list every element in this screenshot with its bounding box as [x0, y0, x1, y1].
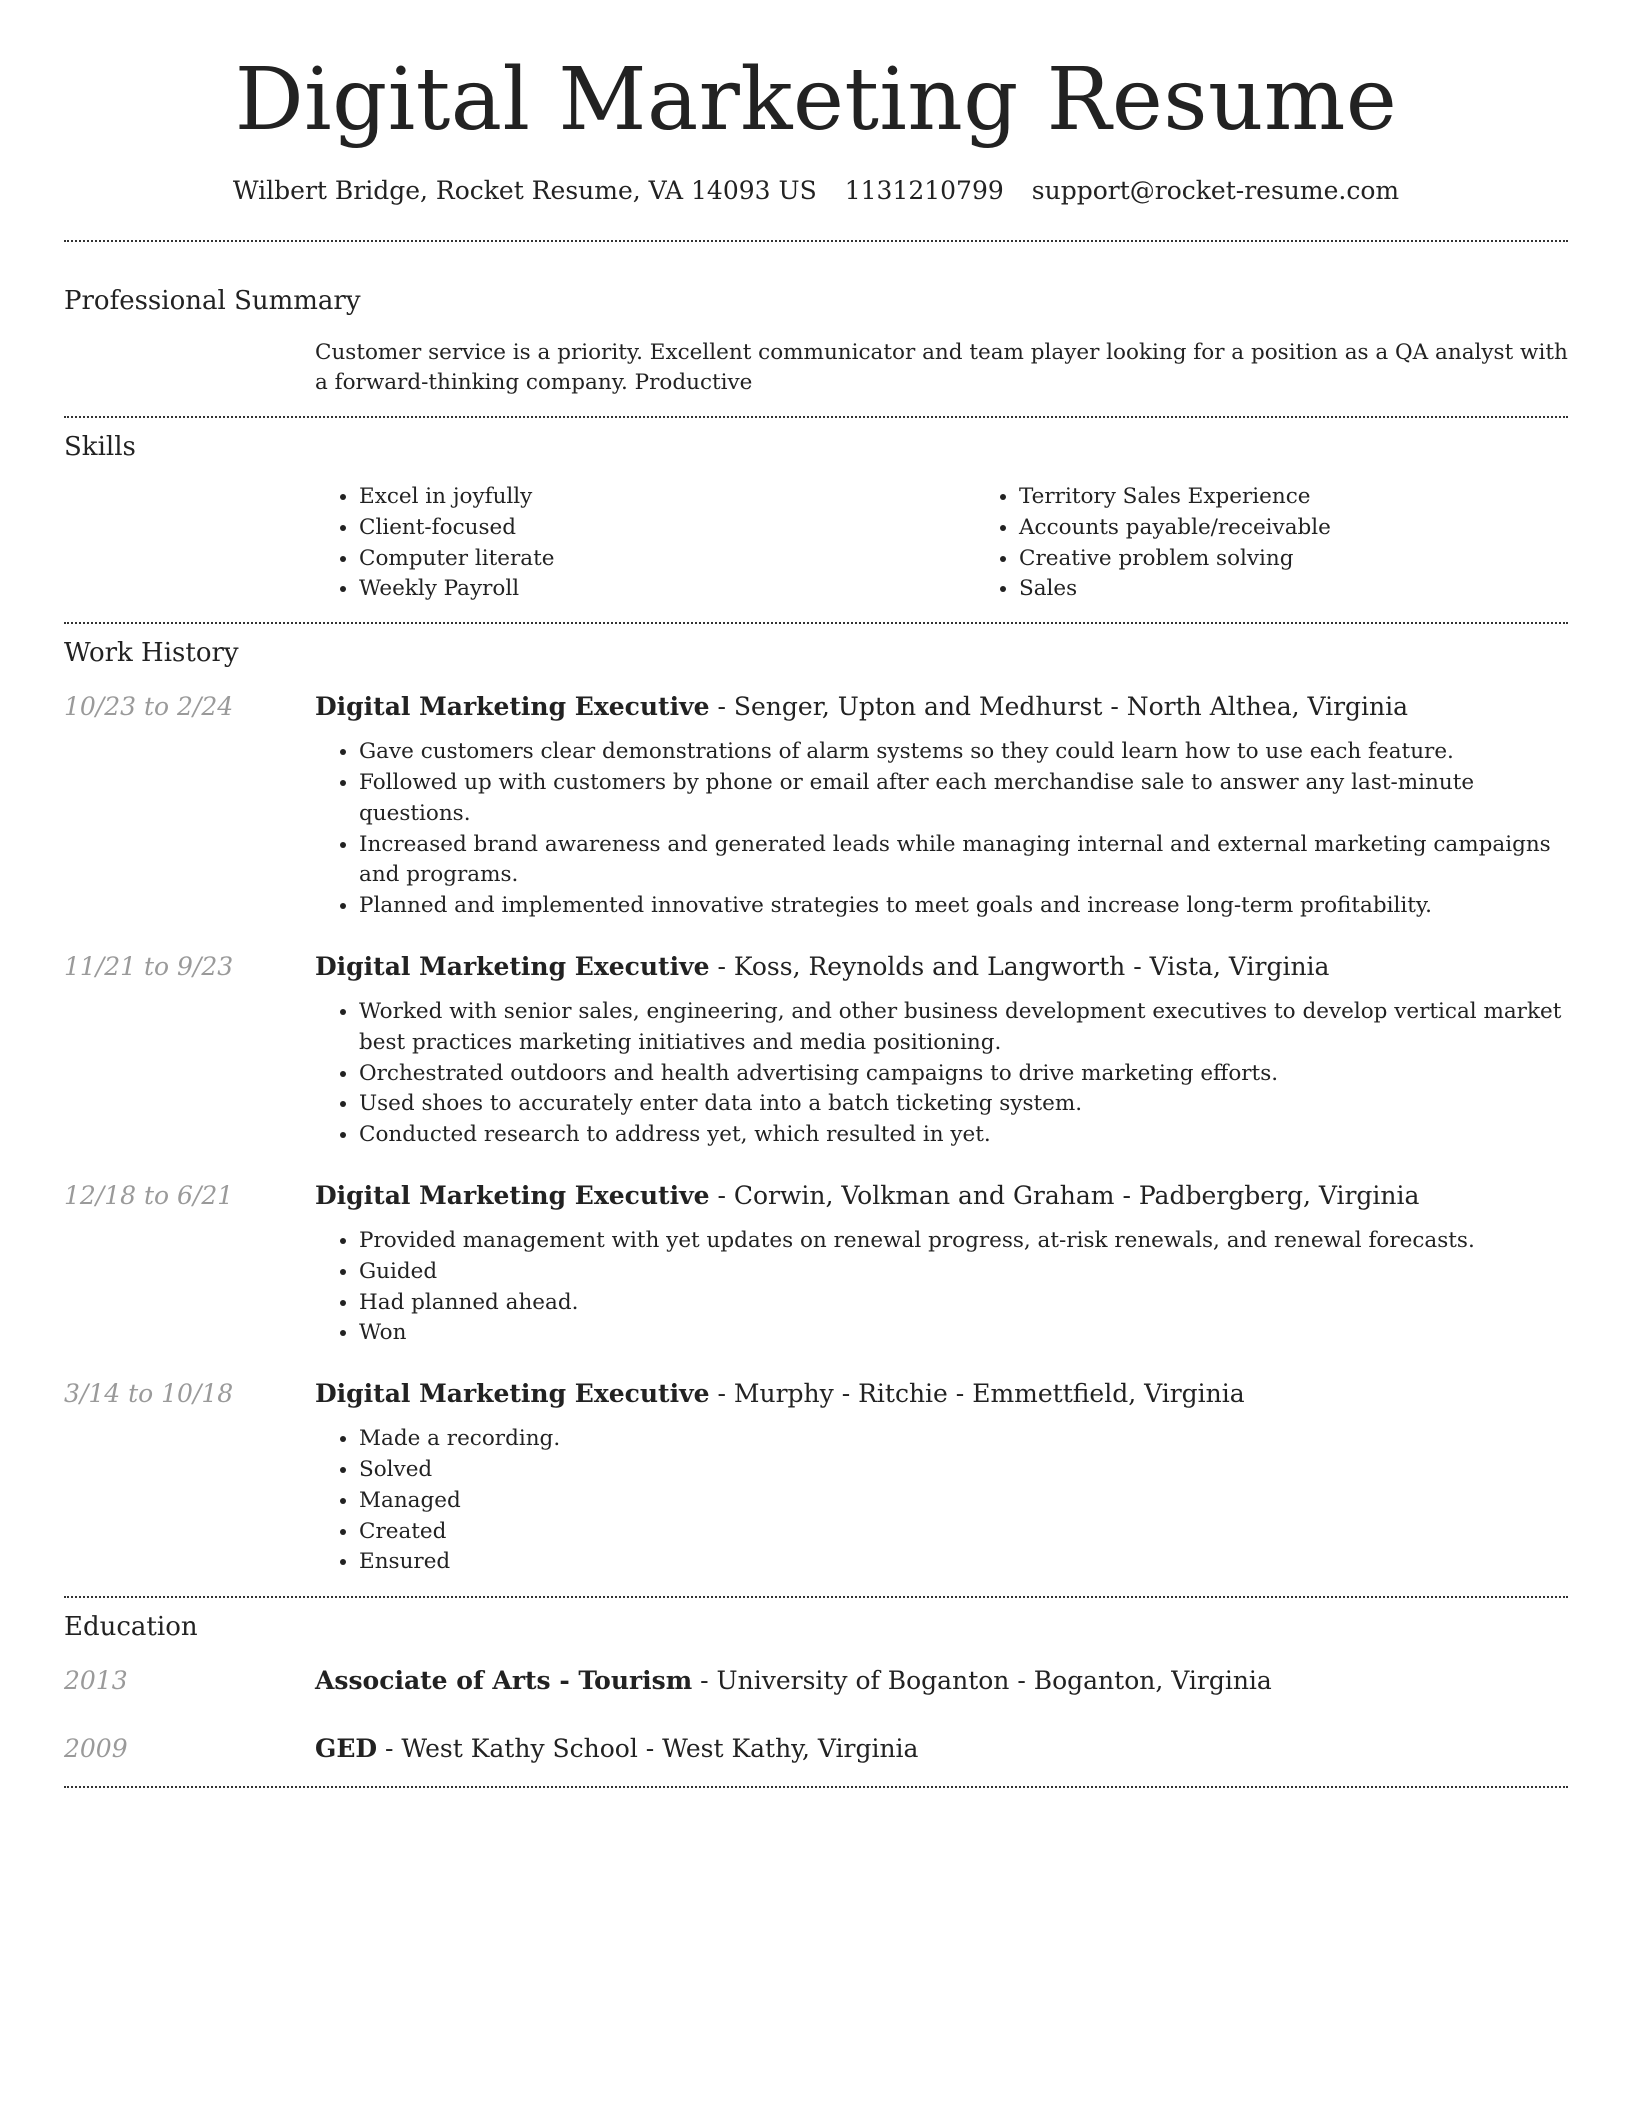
bullet-item: • Used shoes to accurately enter data into a batch ticketing system. [359, 1089, 1568, 1120]
education-year: 2009 [64, 1734, 128, 1764]
education-entry [64, 1664, 1568, 1698]
skill-item: • Creative problem solving [1019, 544, 1632, 575]
bullet-list [315, 1424, 1568, 1578]
job-header [64, 1179, 1568, 1213]
job-details [64, 997, 1568, 1151]
bullet-item: • Provided management with yet updates on renewal progress, at-risk renewals, and renewal forecasts. [359, 1226, 1568, 1257]
divider [64, 240, 1568, 242]
section-heading-work: Work History [64, 638, 239, 669]
job-title [315, 950, 1568, 984]
job-header [64, 950, 1568, 984]
job-details [64, 1226, 1568, 1349]
section-heading-skills: Skills [64, 432, 136, 462]
divider [64, 622, 1568, 624]
bullet-item: • Conducted research to address yet, which resulted in yet. [359, 1120, 1568, 1151]
bullet-item: • Guided [359, 1257, 1568, 1288]
skill-item: • Excel in joyfully [359, 482, 975, 513]
job-details [64, 1424, 1568, 1578]
bullet-item: • Had planned ahead. [359, 1288, 1568, 1319]
email: support@rocket-resume.com [1031, 176, 1400, 205]
section-heading-education: Education [64, 1612, 198, 1643]
bullet-item: • Solved [359, 1455, 1568, 1486]
bullet-list [315, 1226, 1568, 1349]
address: Wilbert Bridge, Rocket Resume, VA 14093 US [232, 176, 817, 205]
job-company-location: - Murphy - Ritchie - Emmettfield, Virginia [709, 1379, 1245, 1409]
job-company-location: - Senger, Upton and Medhurst - North Althea, Virginia [709, 692, 1409, 722]
skill-item: • Accounts payable/receivable [1019, 513, 1632, 544]
job-entry [64, 1377, 1568, 1578]
skill-item: • Territory Sales Experience [1019, 482, 1632, 513]
divider [64, 1786, 1568, 1788]
skills-row [64, 482, 1568, 605]
bullet-item: • Followed up with customers by phone or email after each merchandise sale to answer any last-minute questions. [359, 768, 1568, 830]
job-dates: 10/23 to 2/24 [64, 692, 234, 722]
job-role: Digital Marketing Executive [315, 1379, 710, 1409]
summary-row [64, 338, 1568, 398]
divider [64, 1596, 1568, 1598]
job-dates: 12/18 to 6/21 [64, 1180, 234, 1210]
job-bullets [315, 737, 1568, 922]
spacer [64, 1226, 315, 1349]
skill-item: • Computer literate [359, 544, 975, 575]
bullet-item: • Managed [359, 1486, 1568, 1517]
bullet-item: • Worked with senior sales, engineering, and other business development executives to develop vertical market best practices marketing initiatives and media positioning. [359, 997, 1568, 1059]
divider [64, 416, 1568, 418]
section-heading-summary: Professional Summary [64, 286, 361, 316]
education-degree: Associate of Arts - Tourism [315, 1666, 693, 1696]
job-role: Digital Marketing Executive [315, 951, 710, 981]
spacer [64, 997, 315, 1151]
job-header [64, 1377, 1568, 1411]
education-school: - West Kathy School - West Kathy, Virginia [377, 1734, 919, 1764]
job-header [64, 690, 1568, 724]
job-role: Digital Marketing Executive [315, 1180, 710, 1210]
summary-text: Customer service is a priority. Excellent communicator and team player looking for a position as a QA analyst with a forward-thinking company. Productive [315, 340, 1568, 395]
job-dates: 3/14 to 10/18 [64, 1379, 234, 1409]
phone: 1131210799 [844, 176, 1004, 205]
education-title [315, 1664, 1568, 1698]
education-entry [64, 1732, 1568, 1766]
skill-item: • Weekly Payroll [359, 574, 975, 605]
skills-list [315, 482, 1632, 605]
spacer [64, 1424, 315, 1578]
job-dates: 11/21 to 9/23 [64, 951, 234, 981]
job-entry [64, 690, 1568, 922]
job-role: Digital Marketing Executive [315, 692, 710, 722]
skills-column-2 [975, 482, 1632, 605]
job-title [315, 1179, 1568, 1213]
job-bullets [315, 1424, 1568, 1578]
bullet-item: • Planned and implemented innovative strategies to meet goals and increase long-term profitability. [359, 891, 1568, 922]
work-history-list [64, 690, 1568, 1578]
education-list [64, 1664, 1568, 1766]
job-entry [64, 1179, 1568, 1349]
job-bullets [315, 1226, 1568, 1349]
job-bullets [315, 997, 1568, 1151]
job-company-location: - Corwin, Volkman and Graham - Padbergberg, Virginia [709, 1180, 1420, 1210]
bullet-list [315, 997, 1568, 1151]
education-title [315, 1732, 1568, 1766]
resume-page [64, 0, 1568, 1788]
job-details [64, 737, 1568, 922]
job-entry [64, 950, 1568, 1151]
job-title [315, 1377, 1568, 1411]
bullet-item: • Made a recording. [359, 1424, 1568, 1455]
bullet-item: • Won [359, 1318, 1568, 1349]
education-school: - University of Boganton - Boganton, Virginia [692, 1666, 1272, 1696]
bullet-list [315, 737, 1568, 922]
bullet-item: • Increased brand awareness and generated leads while managing internal and external marketing campaigns and programs. [359, 830, 1568, 892]
spacer [64, 737, 315, 922]
job-title [315, 690, 1568, 724]
bullet-item: • Created [359, 1517, 1568, 1548]
bullet-item: • Orchestrated outdoors and health advertising campaigns to drive marketing efforts. [359, 1059, 1568, 1090]
bullet-item: • Ensured [359, 1547, 1568, 1578]
education-degree: GED [315, 1734, 378, 1764]
skills-column-1 [315, 482, 975, 605]
skill-item: • Client-focused [359, 513, 975, 544]
skill-item: • Sales [1019, 574, 1632, 605]
job-company-location: - Koss, Reynolds and Langworth - Vista, Virginia [709, 951, 1330, 981]
contact-line [64, 174, 1568, 208]
bullet-item: • Gave customers clear demonstrations of alarm systems so they could learn how to use each feature. [359, 737, 1568, 768]
education-year: 2013 [64, 1666, 128, 1696]
resume-title: Digital Marketing Resume [234, 50, 1398, 150]
